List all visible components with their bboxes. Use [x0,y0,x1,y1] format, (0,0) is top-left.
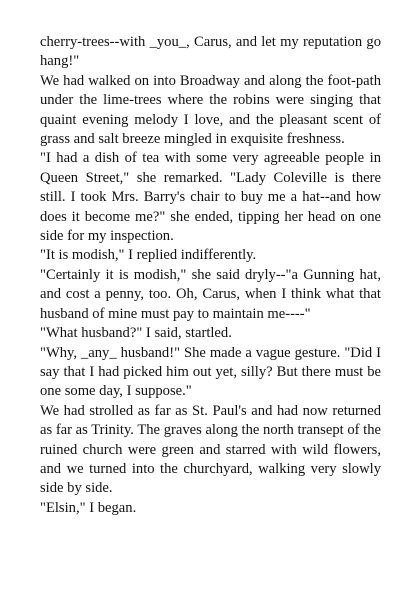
paragraph-3: "I had a dish of tea with some very agreeable people in Queen Street," she remarked. "Lady Coleville is there still. I took Mrs. Barry's chair to buy me a hat--and how does it become me?" she ended, tipping her head on one side for my inspection. [40,150,381,245]
paragraph-8: We had strolled as far as St. Paul's and had now returned as far as Trinity. The graves along the north transept of the ruined church were green and starred with wild flowers, and we turned into the churchyard, walking very slowly side by side. [40,402,381,497]
paragraph-1: cherry-trees--with _you_, Carus, and let my reputation go hang!" [40,34,381,70]
paragraph-2: We had walked on into Broadway and along the foot-path under the lime-trees where the robins were singing that quaint evening melody I love, and the pleasant scent of grass and salt breeze mingled in exquisite freshness. [40,72,381,148]
book-page [40,33,381,518]
paragraph-6: "What husband?" I said, startled. [40,325,232,342]
paragraph-9: "Elsin," I began. [40,499,137,516]
paragraph-7: "Why, _any_ husband!" She made a vague gesture. "Did I say that I had picked him out yet, silly? But there must be one some day, I suppose." [40,344,381,400]
paragraph-4: "It is modish," I replied indifferently. [40,247,257,264]
paragraph-5: "Certainly it is modish," she said dryly--"a Gunning hat, and cost a penny, too. Oh, Carus, when I think what that husband of mine must pay to maintain me----" [40,266,381,322]
